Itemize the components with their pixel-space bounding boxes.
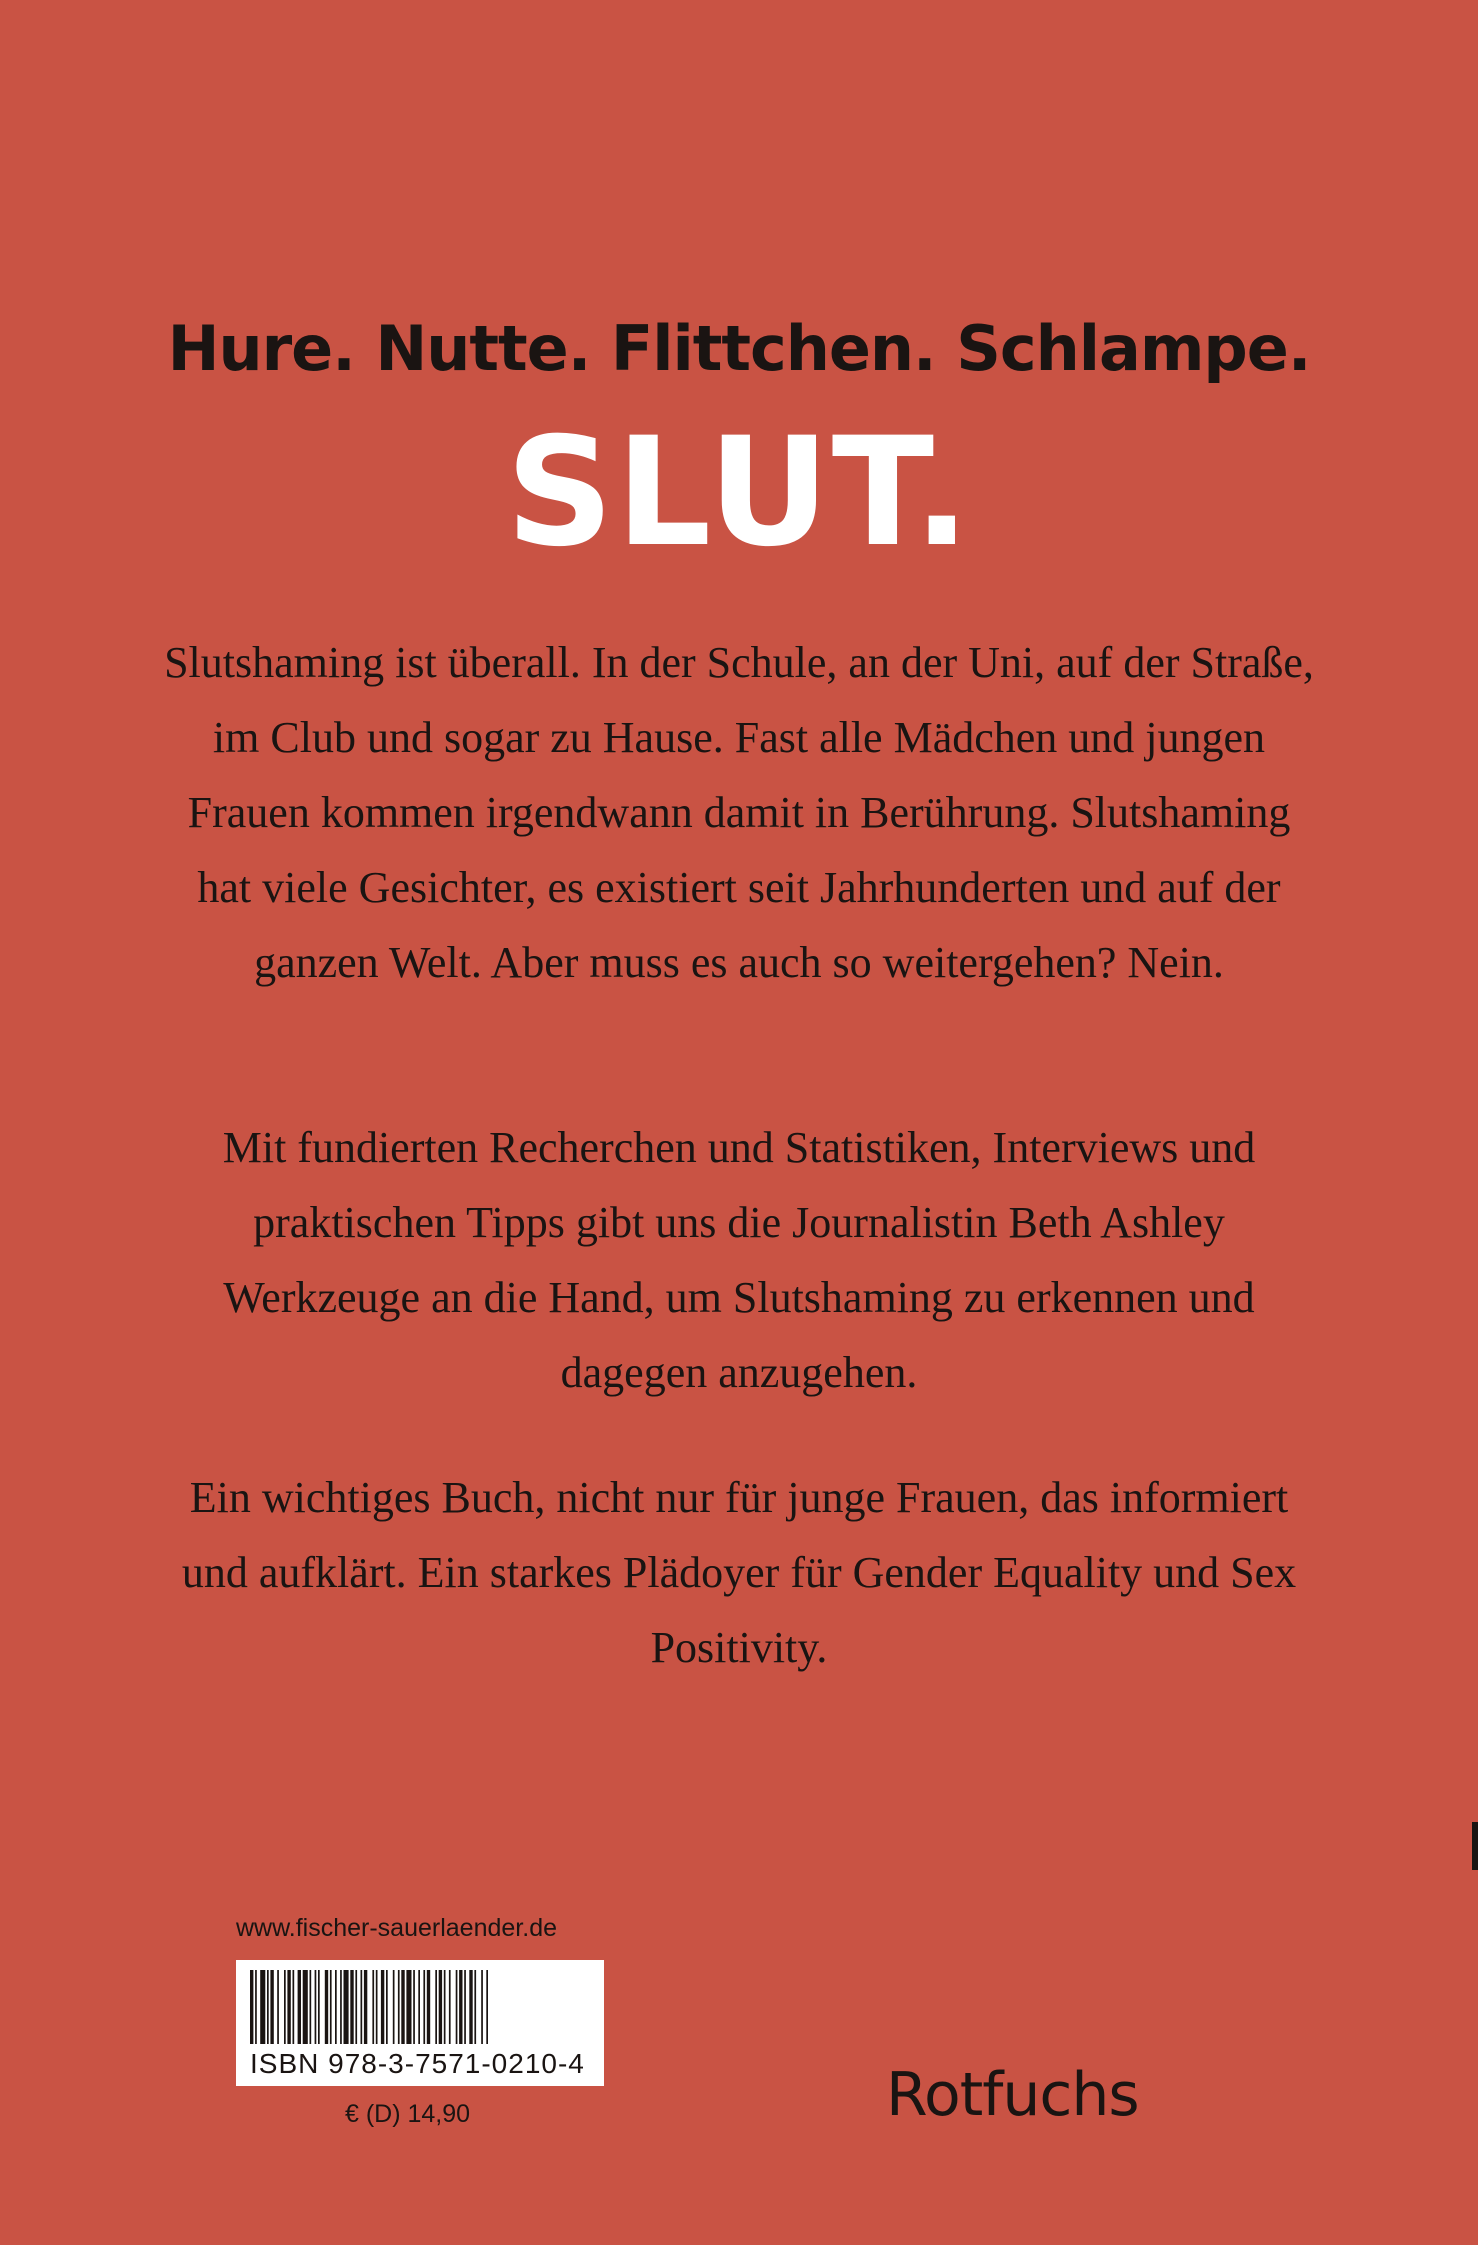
barcode-bar xyxy=(459,1970,462,2044)
barcode-bar xyxy=(325,1970,328,2044)
publisher-website: www.fischer-sauerlaender.de xyxy=(236,1914,557,1942)
barcode-bar xyxy=(330,1970,332,2044)
barcode-bar xyxy=(381,1970,384,2044)
barcode-label xyxy=(236,1960,604,2086)
barcode-bar xyxy=(481,1970,483,2044)
barcode-bar xyxy=(456,1970,458,2044)
barcode-bar xyxy=(464,1970,466,2044)
barcode-bar xyxy=(406,1970,411,2044)
barcode-bar xyxy=(427,1970,430,2044)
barcode-bar xyxy=(398,1970,400,2044)
barcode-bar xyxy=(423,1970,425,2044)
barcode-bar xyxy=(418,1970,420,2044)
barcode-bar xyxy=(340,1970,342,2044)
barcode-bar xyxy=(315,1970,317,2044)
barcode-bar xyxy=(413,1970,415,2044)
barcode-bar xyxy=(486,1970,488,2044)
barcode-bar xyxy=(267,1970,269,2044)
barcode-bar xyxy=(287,1970,290,2044)
barcode-bar xyxy=(255,1970,257,2044)
barcode-bar xyxy=(293,1970,295,2044)
barcode-bar xyxy=(444,1970,446,2044)
barcode-bar xyxy=(435,1970,437,2044)
publisher-logo: Rotfuchs xyxy=(886,2060,1139,2130)
blurb-paragraph-1 xyxy=(160,625,1318,1000)
paragraph-text: Mit fundierten Recherchen und Statistiken, Interviews und praktischen Tipps gibt uns die Journalistin Beth Ashley Werkzeuge an die Hand, um Slutshaming zu erkennen und dagegen anzugehen. xyxy=(222,1123,1256,1397)
barcode-bar xyxy=(364,1970,367,2044)
barcode-icon xyxy=(250,1970,590,2044)
isbn-number: ISBN 978-3-7571-0210-4 xyxy=(250,2048,585,2079)
barcode-bar xyxy=(310,1970,312,2044)
barcode-bar xyxy=(284,1970,286,2044)
barcode-bar xyxy=(355,1970,357,2044)
barcode-bar xyxy=(361,1970,363,2044)
barcode-bar xyxy=(277,1970,279,2044)
barcode-bar xyxy=(386,1970,388,2044)
barcode-bar xyxy=(393,1970,395,2044)
barcode-bar xyxy=(335,1970,337,2044)
barcode-bar xyxy=(449,1970,451,2044)
barcode-bar xyxy=(401,1970,404,2044)
barcode-bar xyxy=(344,1970,349,2044)
paragraph-text: Ein wichtiges Buch, nicht nur für junge Frauen, das informiert und aufklärt. Ein starkes Plädoyer für Gender Equality und Sex Positivity. xyxy=(181,1473,1297,1672)
barcode-bar xyxy=(439,1970,442,2044)
headline: Hure. Nutte. Flittchen. Schlampe. xyxy=(167,312,1311,385)
barcode-bar xyxy=(298,1970,301,2044)
barcode-bar xyxy=(303,1970,308,2044)
barcode-bar xyxy=(270,1970,273,2044)
barcode-bar xyxy=(376,1970,378,2044)
barcode-bar xyxy=(474,1970,476,2044)
edge-mark xyxy=(1472,1822,1478,1870)
blurb-paragraph-2 xyxy=(160,1110,1318,1410)
price: € (D) 14,90 xyxy=(345,2100,471,2128)
title-word: SLUT. xyxy=(505,406,973,580)
barcode-bar xyxy=(250,1970,253,2044)
barcode-bar xyxy=(260,1970,265,2044)
barcode-bar xyxy=(318,1970,320,2044)
barcode-bar xyxy=(469,1970,472,2044)
blurb-paragraph-3 xyxy=(160,1460,1318,1685)
paragraph-text: Slutshaming ist überall. In der Schule, an der Uni, auf der Straße, im Club und sogar zu Hause. Fast alle Mädchen und jungen Frauen kommen irgendwann damit in Berührung. Slutshaming hat viele Gesichter, es existiert seit Jahrhunderten und auf der ganzen Welt. Aber muss es auch so weitergehen? Nein. xyxy=(164,638,1314,987)
barcode-bar xyxy=(372,1970,374,2044)
barcode-bar xyxy=(350,1970,353,2044)
